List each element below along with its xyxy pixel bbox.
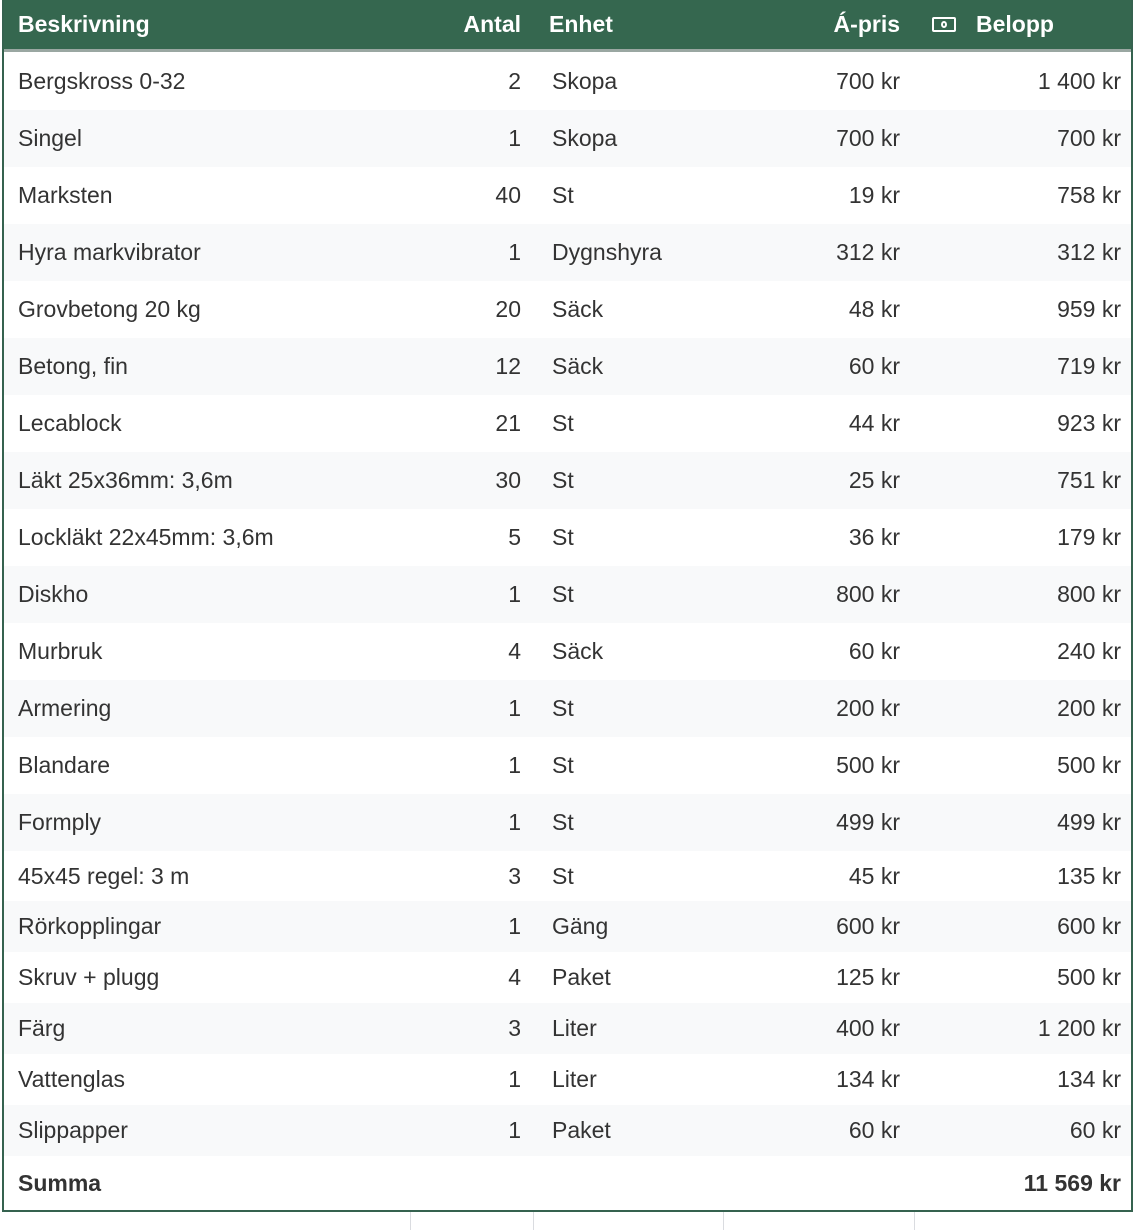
cell-enhet[interactable]: Skopa: [552, 67, 618, 94]
table-row[interactable]: [4, 167, 1131, 224]
table-row[interactable]: [4, 901, 1131, 952]
cell-antal[interactable]: 2: [508, 67, 521, 94]
cell-belopp[interactable]: 959 kr: [1057, 296, 1121, 322]
cell-beskrivning[interactable]: Läkt 25x36mm: 3,6m: [18, 467, 233, 493]
cell-antal[interactable]: 1: [508, 1066, 521, 1092]
table-row[interactable]: [4, 737, 1131, 794]
cell-beskrivning[interactable]: Betong, fin: [18, 353, 128, 379]
summary-total: 11 569 kr: [1023, 1169, 1121, 1196]
cell-apris[interactable]: 700 kr: [836, 125, 900, 151]
cell-apris[interactable]: 60 kr: [848, 1117, 900, 1143]
cell-apris[interactable]: 36 kr: [848, 524, 900, 550]
cell-enhet[interactable]: St: [552, 410, 574, 436]
cell-enhet[interactable]: Paket: [552, 1117, 611, 1143]
cell-apris[interactable]: 60 kr: [848, 638, 900, 664]
cell-beskrivning[interactable]: Bergskross 0-32: [18, 67, 186, 94]
cell-belopp[interactable]: 179 kr: [1057, 524, 1121, 550]
cell-beskrivning[interactable]: Lockläkt 22x45mm: 3,6m: [18, 524, 274, 550]
cell-beskrivning[interactable]: Lecablock: [18, 410, 122, 436]
header-enhet[interactable]: Enhet: [549, 11, 613, 37]
cell-beskrivning[interactable]: 45x45 regel: 3 m: [18, 862, 190, 889]
table-row[interactable]: [4, 623, 1131, 680]
cell-beskrivning[interactable]: Färg: [18, 1015, 66, 1041]
cell-enhet[interactable]: Dygnshyra: [552, 239, 662, 265]
cell-belopp[interactable]: 200 kr: [1057, 695, 1121, 721]
cell-beskrivning[interactable]: Hyra markvibrator: [18, 239, 201, 265]
cell-belopp[interactable]: 312 kr: [1057, 239, 1121, 265]
table-header: [4, 0, 1131, 52]
cell-antal[interactable]: 4: [508, 964, 521, 990]
table-row[interactable]: [4, 1054, 1131, 1105]
cell-belopp[interactable]: 499 kr: [1057, 809, 1121, 835]
cell-apris[interactable]: 400 kr: [836, 1015, 900, 1041]
cell-apris[interactable]: 500 kr: [836, 752, 900, 778]
cell-antal[interactable]: 1: [508, 1117, 521, 1143]
header-belopp[interactable]: [914, 11, 1135, 38]
table-row[interactable]: [4, 281, 1131, 338]
cell-belopp[interactable]: 719 kr: [1057, 353, 1121, 379]
cell-enhet[interactable]: St: [552, 752, 574, 778]
cell-belopp[interactable]: 240 kr: [1057, 638, 1121, 664]
cell-beskrivning[interactable]: Blandare: [18, 752, 111, 778]
cell-beskrivning[interactable]: Vattenglas: [18, 1066, 125, 1092]
cell-apris[interactable]: 499 kr: [836, 809, 900, 835]
table-row[interactable]: [4, 1105, 1131, 1156]
cell-enhet[interactable]: St: [552, 695, 574, 721]
cell-beskrivning[interactable]: Skruv + plugg: [18, 964, 160, 990]
header-beskrivning[interactable]: Beskrivning: [18, 11, 150, 37]
cell-beskrivning[interactable]: Grovbetong 20 kg: [18, 296, 201, 322]
table-row[interactable]: [4, 952, 1131, 1003]
table-row[interactable]: [4, 794, 1131, 851]
cell-apris[interactable]: 45 kr: [848, 862, 900, 889]
cell-beskrivning[interactable]: Marksten: [18, 182, 113, 208]
cell-belopp[interactable]: 1 400 kr: [1037, 67, 1121, 94]
cell-belopp[interactable]: 600 kr: [1057, 913, 1121, 939]
cell-apris[interactable]: 134 kr: [836, 1066, 900, 1092]
cell-antal[interactable]: 3: [508, 1015, 521, 1041]
table-row[interactable]: [4, 452, 1131, 509]
cell-enhet[interactable]: St: [552, 809, 574, 835]
cell-enhet[interactable]: Säck: [552, 353, 604, 379]
cell-beskrivning[interactable]: Singel: [18, 125, 82, 151]
cell-enhet[interactable]: Liter: [552, 1066, 597, 1092]
cell-apris[interactable]: 700 kr: [836, 67, 900, 94]
cell-apris[interactable]: 25 kr: [848, 467, 900, 493]
cell-apris[interactable]: 200 kr: [836, 695, 900, 721]
table-row[interactable]: [4, 395, 1131, 452]
cell-beskrivning[interactable]: Rörkopplingar: [18, 913, 162, 939]
summary-row[interactable]: [4, 1156, 1131, 1210]
cell-antal[interactable]: 4: [508, 638, 521, 664]
header-belopp-label: Belopp: [976, 11, 1054, 37]
cell-antal[interactable]: 1: [508, 581, 521, 607]
cell-enhet[interactable]: Säck: [552, 296, 604, 322]
cell-enhet[interactable]: St: [552, 467, 574, 493]
cell-belopp[interactable]: 60 kr: [1069, 1117, 1121, 1143]
cell-enhet[interactable]: Paket: [552, 964, 611, 990]
table-row[interactable]: [4, 224, 1131, 281]
cell-apris[interactable]: 125 kr: [836, 964, 900, 990]
cell-enhet[interactable]: St: [552, 182, 574, 208]
cell-enhet[interactable]: Skopa: [552, 125, 618, 151]
cell-enhet[interactable]: Gäng: [552, 913, 609, 939]
cell-belopp[interactable]: 500 kr: [1057, 964, 1121, 990]
table-row[interactable]: [4, 566, 1131, 623]
cell-belopp[interactable]: 758 kr: [1057, 182, 1121, 208]
cell-apris[interactable]: 600 kr: [836, 913, 900, 939]
cell-antal[interactable]: 1: [508, 125, 521, 151]
cell-belopp[interactable]: 500 kr: [1057, 752, 1121, 778]
cell-beskrivning[interactable]: Armering: [18, 695, 112, 721]
table-row[interactable]: [4, 338, 1131, 395]
cell-beskrivning[interactable]: Diskho: [18, 581, 89, 607]
cell-belopp[interactable]: 923 kr: [1057, 410, 1121, 436]
cell-antal[interactable]: 1: [508, 239, 521, 265]
cell-belopp[interactable]: 700 kr: [1057, 125, 1121, 151]
cell-apris[interactable]: 312 kr: [836, 239, 900, 265]
cell-apris[interactable]: 800 kr: [836, 581, 900, 607]
cell-belopp[interactable]: 135 kr: [1057, 862, 1121, 889]
cell-belopp[interactable]: 134 kr: [1057, 1066, 1121, 1092]
cell-beskrivning[interactable]: Formply: [18, 809, 102, 835]
cell-antal[interactable]: 3: [508, 862, 521, 889]
cell-antal[interactable]: 12: [495, 353, 521, 379]
money-icon: [932, 17, 956, 32]
table-row[interactable]: [4, 509, 1131, 566]
cell-apris[interactable]: 19 kr: [848, 182, 900, 208]
cell-antal[interactable]: 1: [508, 695, 521, 721]
table-row[interactable]: [4, 1003, 1131, 1054]
cell-antal[interactable]: 20: [495, 296, 521, 322]
table-row[interactable]: [4, 110, 1131, 167]
cost-table: [2, 0, 1133, 1212]
cell-apris[interactable]: 44 kr: [848, 410, 900, 436]
cell-beskrivning[interactable]: Murbruk: [18, 638, 103, 664]
cell-antal[interactable]: 5: [508, 524, 521, 550]
cell-apris[interactable]: 60 kr: [848, 353, 900, 379]
table-body: [4, 52, 1131, 1156]
cell-antal[interactable]: 40: [495, 182, 521, 208]
cell-antal[interactable]: 1: [508, 809, 521, 835]
cell-enhet[interactable]: Liter: [552, 1015, 597, 1041]
cell-antal[interactable]: 1: [508, 913, 521, 939]
table-row[interactable]: [4, 52, 1131, 110]
cell-beskrivning[interactable]: Slippapper: [18, 1117, 128, 1143]
cell-enhet[interactable]: St: [552, 862, 574, 889]
table-row[interactable]: [4, 680, 1131, 737]
cell-enhet[interactable]: St: [552, 581, 574, 607]
header-antal[interactable]: Antal: [463, 11, 521, 37]
header-apris[interactable]: Á-pris: [833, 11, 900, 37]
cell-antal[interactable]: 21: [495, 410, 521, 436]
summary-label: Summa: [18, 1169, 102, 1196]
cell-apris[interactable]: 48 kr: [848, 296, 900, 322]
cell-belopp[interactable]: 751 kr: [1057, 467, 1121, 493]
cell-belopp[interactable]: 800 kr: [1057, 581, 1121, 607]
cell-enhet[interactable]: Säck: [552, 638, 604, 664]
cell-antal[interactable]: 1: [508, 752, 521, 778]
table-row[interactable]: [4, 851, 1131, 901]
cell-antal[interactable]: 30: [495, 467, 521, 493]
cell-belopp[interactable]: 1 200 kr: [1037, 1015, 1121, 1041]
cell-enhet[interactable]: St: [552, 524, 574, 550]
